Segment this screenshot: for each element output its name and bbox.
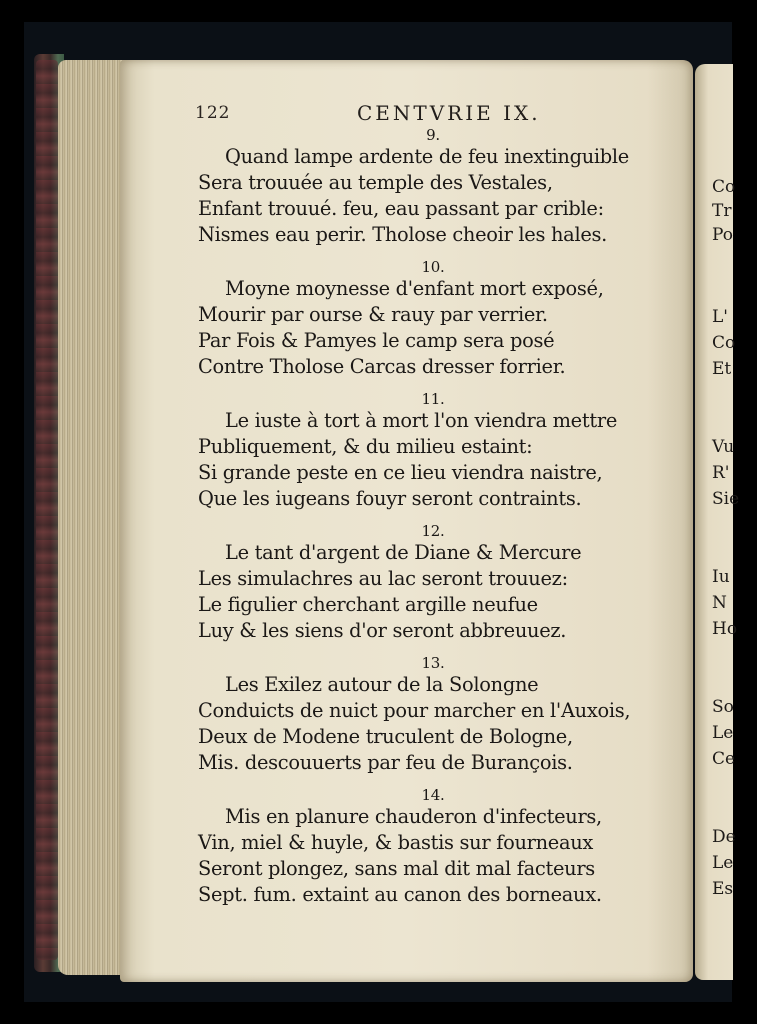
marbled-cover-edge xyxy=(36,60,58,960)
facing-fragment: Le xyxy=(712,853,734,873)
verse-line: Le iuste à tort à mort l'on viendra mettre xyxy=(225,409,617,432)
facing-fragment: Iu xyxy=(712,567,730,587)
facing-fragment: Ho xyxy=(712,619,738,639)
quatrain-number: 9. xyxy=(426,126,440,144)
verse-line: Quand lampe ardente de feu inextinguible xyxy=(225,145,629,168)
verse-line: Mis en planure chauderon d'infecteurs, xyxy=(225,805,602,828)
verse-line: Mis. descouuerts par feu de Burançois. xyxy=(198,751,573,774)
facing-fragment: Tr xyxy=(712,201,732,221)
facing-fragment: Es xyxy=(712,879,734,899)
quatrain xyxy=(198,258,678,380)
page-number: 122 xyxy=(195,103,231,123)
verse-line: Par Fois & Pamyes le camp sera posé xyxy=(198,329,555,352)
verse-line: Vin, miel & huyle, & bastis sur fourneaux xyxy=(198,831,594,854)
facing-page xyxy=(695,64,740,980)
quatrain-number: 12. xyxy=(421,522,445,540)
quatrain-number: 11. xyxy=(421,390,445,408)
quatrain-number: 14. xyxy=(421,786,445,804)
verse-line: Si grande peste en ce lieu viendra naistre, xyxy=(198,461,603,484)
facing-fragment: Et xyxy=(712,359,732,379)
verse-line: Sera trouuée au temple des Vestales, xyxy=(198,171,553,194)
verse-line: Deux de Modene truculent de Bologne, xyxy=(198,725,573,748)
verse-line: Luy & les siens d'or seront abbreuuez. xyxy=(198,619,567,642)
facing-fragment: L' xyxy=(712,307,728,327)
verse-line: Seront plongez, sans mal dit mal facteurs xyxy=(198,857,595,880)
verse-line: Le tant d'argent de Diane & Mercure xyxy=(225,541,582,564)
facing-fragment: Sie xyxy=(712,489,740,509)
quatrain xyxy=(198,522,678,644)
facing-fragment: Le xyxy=(712,723,734,743)
quatrain xyxy=(198,786,678,908)
verse-line: Le figulier cherchant argille neufue xyxy=(198,593,538,616)
quatrain xyxy=(198,390,678,512)
facing-fragment: Vu xyxy=(712,437,735,457)
facing-fragment: Co xyxy=(712,333,736,353)
quatrain-number: 10. xyxy=(421,258,445,276)
verse-line: Les simulachres au lac seront trouuez: xyxy=(198,567,568,590)
facing-fragment: Ce xyxy=(712,749,736,769)
running-title: CENTVRIE IX. xyxy=(357,101,541,125)
facing-fragment: Co xyxy=(712,177,736,197)
quatrain-number: 13. xyxy=(421,654,445,672)
facing-fragment: N xyxy=(712,593,727,613)
facing-fragment: R' xyxy=(712,463,730,483)
verse-line: Publiquement, & du milieu estaint: xyxy=(198,435,533,458)
verse-line: Nismes eau perir. Tholose cheoir les hales. xyxy=(198,223,608,246)
verse-line: Les Exilez autour de la Solongne xyxy=(225,673,539,696)
facing-fragment: Po xyxy=(712,225,733,245)
quatrain xyxy=(198,654,678,776)
verse-line: Sept. fum. extaint au canon des borneaux. xyxy=(198,883,602,906)
facing-fragment: So xyxy=(712,697,734,717)
verse-line: Contre Tholose Carcas dresser forrier. xyxy=(198,355,566,378)
verse-line: Conduicts de nuict pour marcher en l'Auxois, xyxy=(198,699,631,722)
verse-line: Que les iugeans fouyr seront contraints. xyxy=(198,487,582,510)
facing-fragment: De xyxy=(712,827,736,847)
verse-line: Enfant trouué. feu, eau passant par crible: xyxy=(198,197,604,220)
verse-line: Mourir par ourse & rauy par verrier. xyxy=(198,303,548,326)
quatrain xyxy=(198,126,678,248)
verse-line: Moyne moynesse d'enfant mort exposé, xyxy=(225,277,604,300)
